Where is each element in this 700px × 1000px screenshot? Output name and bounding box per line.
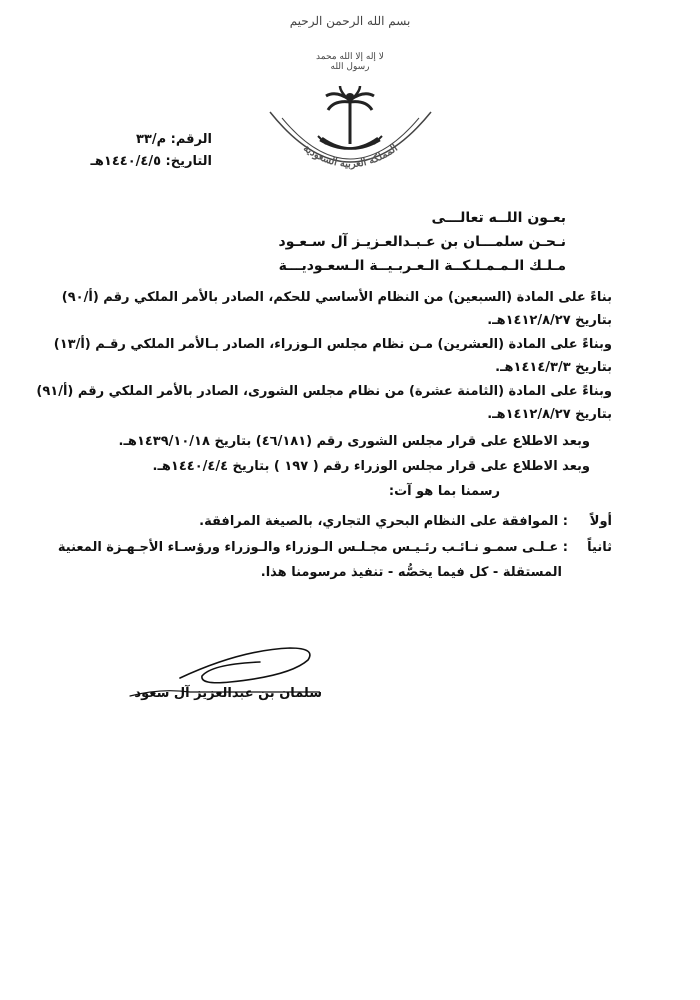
article-2-label: ثانياً xyxy=(587,540,612,555)
signatory-name: سلمان بن عبدالعزيز آل سعود xyxy=(134,686,322,701)
article-2-text-2: المستقلة - كل فيما يخصُّه - تنفيذ مرسومنا هذا. xyxy=(260,565,562,580)
shahada-calligraphy: لا إله إلا الله محمد رسول الله xyxy=(316,52,384,72)
document-date: التاريخ: ١٤٤٠/٤/٥هـ xyxy=(90,154,212,169)
review-cabinet: وبعد الاطلاع على قرار مجلس الوزراء رقم ( ١٩٧ ) بتاريخ ١٤٤٠/٤/٤هـ. xyxy=(152,459,590,474)
article-1-label: أولاً xyxy=(589,514,612,529)
article-1-text: : الموافقة على النظام البحري التجاري، بالصيغة المرافقة. xyxy=(199,514,568,529)
consideration-3-line-2: بتاريخ ١٤١٢/٨/٢٧هـ. xyxy=(487,407,612,422)
consideration-2-line-1: وبناءً على المادة (العشرين) مـن نظام مجلس الـوزراء، الصادر بـالأمر الملكي رقـم (أ/١٣) xyxy=(53,337,612,352)
preamble-line-2: نـحـن سلمـــان بن عـبـدالعـزيـز آل سـعـود xyxy=(278,234,566,250)
svg-text:المملكة العربية السعودية xyxy=(301,143,400,170)
consideration-1-line-1: بناءً على المادة (السبعين) من النظام الأساسي للحكم، الصادر بالأمر الملكي رقم (أ/٩٠) xyxy=(61,290,612,305)
consideration-2-line-2: بتاريخ ١٤١٤/٣/٣هـ. xyxy=(495,360,612,375)
emblem-logo xyxy=(258,82,443,192)
preamble-line-3: مـلـك الـمـمـلـكــة الـعـربـيــة الـسعـوديـــة xyxy=(278,258,566,274)
emblem-ring-text: المملكة العربية السعودية xyxy=(301,142,400,171)
document-number: الرقم: م/٣٣ xyxy=(135,132,212,147)
preamble-line-1: بعـون اللــه تعالـــى xyxy=(431,210,566,226)
article-2-text-1: : عـلـى سمـو نـائـب رئـيـس مجـلـس الـوزراء والـوزراء ورؤسـاء الأجـهـزة المعنية xyxy=(57,540,568,555)
basmala-calligraphy: بسم الله الرحمن الرحيم xyxy=(289,14,411,28)
consideration-3-line-1: وبناءً على المادة (الثامنة عشرة) من نظام مجلس الشورى، الصادر بالأمر الملكي رقم (أ/٩١) xyxy=(36,384,612,399)
decree-statement: رسمنا بما هو آت: xyxy=(388,484,500,499)
consideration-1-line-2: بتاريخ ١٤١٢/٨/٢٧هـ. xyxy=(487,313,612,328)
review-shura: وبعد الاطلاع على قرار مجلس الشورى رقم (٤٦/١٨١) بتاريخ ١٤٣٩/١٠/١٨هـ. xyxy=(118,434,590,449)
